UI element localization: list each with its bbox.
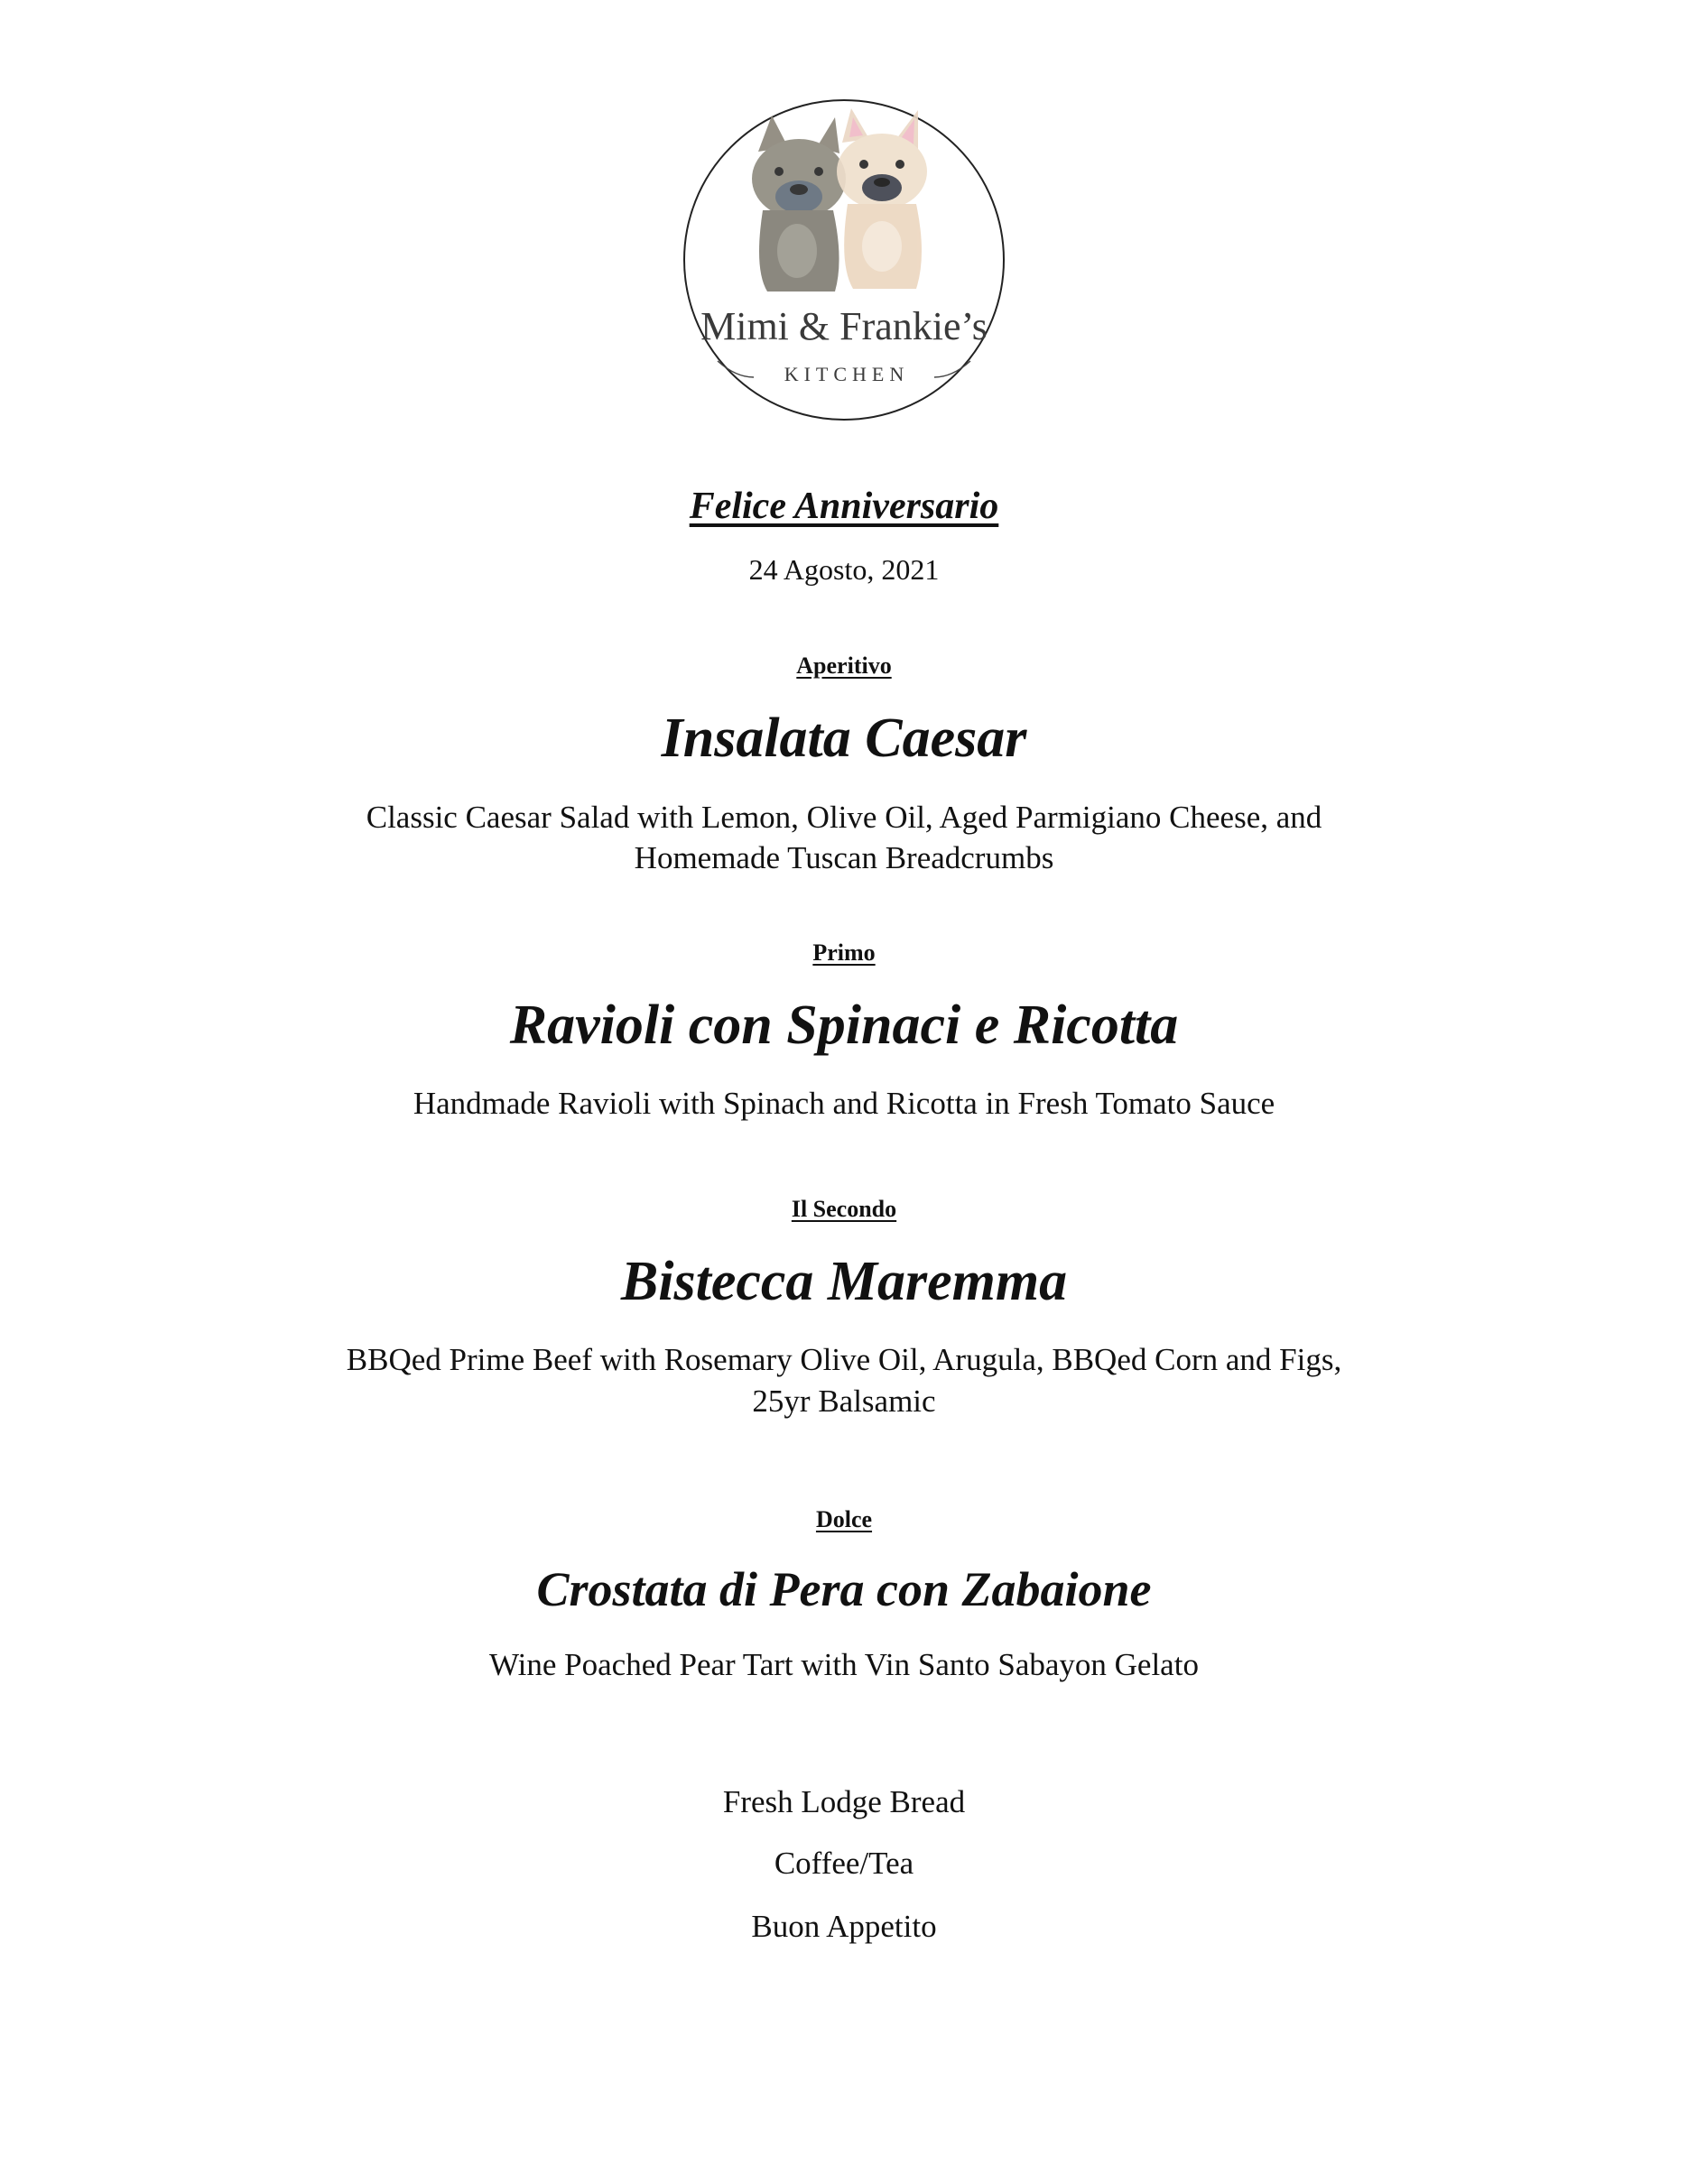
dish-description-secondo-line-1: BBQed Prime Beef with Rosemary Olive Oil, Arugula, BBQed Corn and Figs,	[346, 1342, 1342, 1377]
course-label-primo: Primo	[812, 939, 876, 966]
course-label-dolce: Dolce	[815, 1506, 873, 1532]
extra-bread: Fresh Lodge Bread	[722, 1784, 966, 1819]
dish-name-primo: Ravioli con Spinaci e Ricotta	[509, 995, 1179, 1056]
dish-name-dolce: Crostata di Pera con Zabaione	[536, 1562, 1152, 1616]
logo-subtitle: KITCHEN	[784, 363, 910, 385]
logo-name: Mimi & Frankie’s	[700, 304, 988, 348]
event-date: 24 Agosto, 2021	[748, 553, 940, 586]
dish-description-dolce-line-1: Wine Poached Pear Tart with Vin Santo Sabayon Gelato	[489, 1647, 1199, 1682]
course-label-aperitivo: Aperitivo	[796, 652, 892, 679]
extra-coffee-tea: Coffee/Tea	[774, 1846, 914, 1881]
event-title: Felice Anniversario	[689, 486, 999, 527]
dish-name-secondo: Bistecca Maremma	[620, 1251, 1068, 1312]
dish-description-secondo-line-2: 25yr Balsamic	[752, 1384, 936, 1419]
course-label-secondo: Il Secondo	[791, 1196, 897, 1222]
extra-closing: Buon Appetito	[751, 1909, 937, 1944]
dish-name-aperitivo: Insalata Caesar	[661, 708, 1027, 769]
bulldogs-icon	[682, 97, 1006, 422]
dish-description-aperitivo-line-1: Classic Caesar Salad with Lemon, Olive Oil, Aged Parmigiano Cheese, and	[366, 800, 1322, 835]
dish-description-aperitivo-line-2: Homemade Tuscan Breadcrumbs	[634, 840, 1054, 875]
dish-description-primo-line-1: Handmade Ravioli with Spinach and Ricotta in Fresh Tomato Sauce	[413, 1086, 1275, 1121]
restaurant-logo	[682, 97, 1006, 422]
